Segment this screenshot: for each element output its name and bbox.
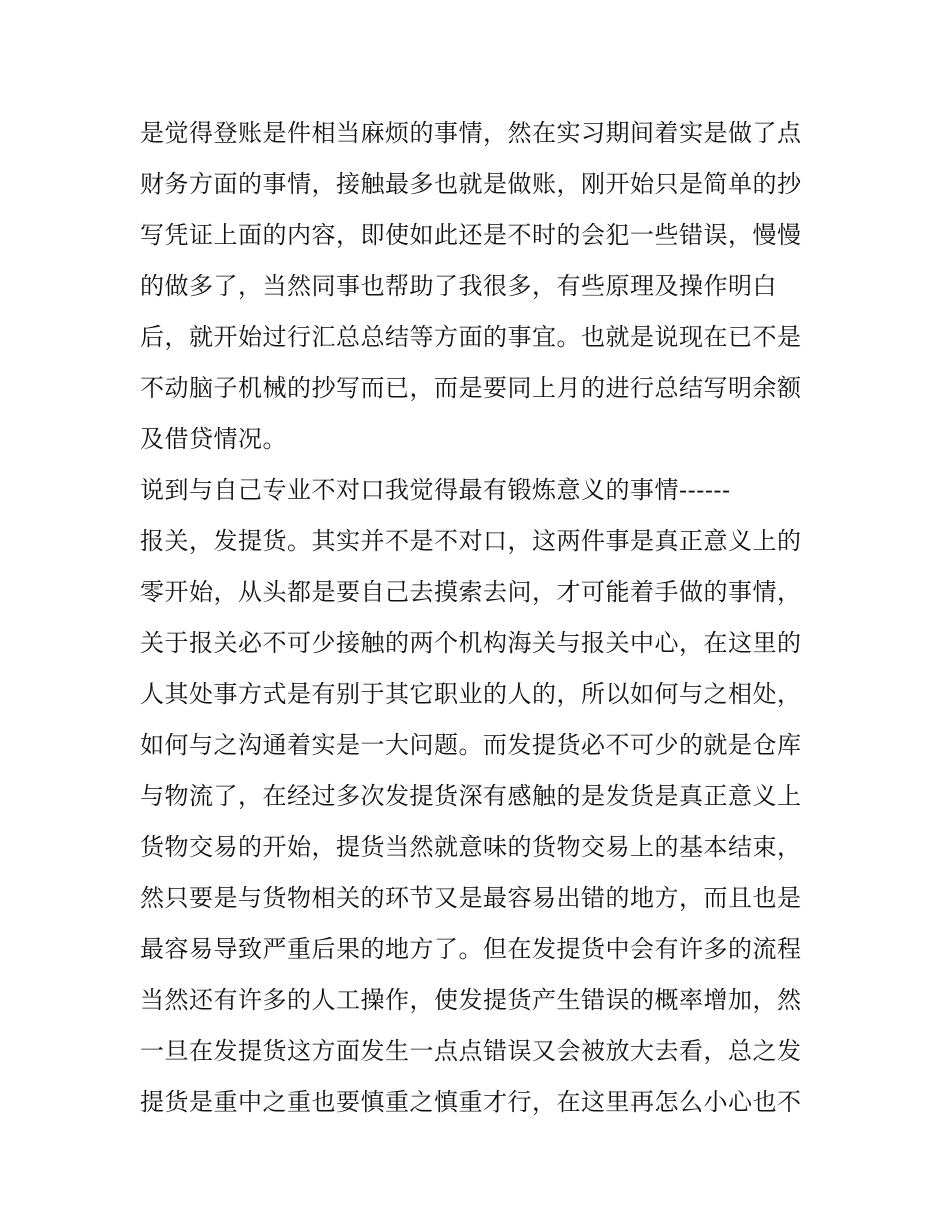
text-line: 一旦在发提货这方面发生一点点错误又会被放大去看，总之发 — [140, 1037, 802, 1065]
text-line: 如何与之沟通着实是一大问题。而发提货必不可少的就是仓库 — [140, 731, 802, 759]
text-line: 货物交易的开始，提货当然就意味的货物交易上的基本结束， — [140, 833, 802, 861]
text-line: 后，就开始过行汇总总结等方面的事宜。也就是说现在已不是 — [140, 323, 802, 351]
text-line: 零开始，从头都是要自己去摸索去问，才可能着手做的事情， — [140, 578, 802, 606]
text-line: 及借贷情况。 — [140, 425, 287, 453]
text-line: 不动脑子机械的抄写而已，而是要同上月的进行总结写明余额 — [140, 374, 802, 402]
text-line: 最容易导致严重后果的地方了。但在发提货中会有许多的流程 — [140, 935, 802, 963]
text-line: 报关，发提货。其实并不是不对口，这两件事是真正意义上的 — [140, 527, 802, 555]
text-line: 财务方面的事情，接触最多也就是做账，刚开始只是简单的抄 — [140, 170, 802, 198]
body-text — [140, 108, 830, 1128]
text-line: 然只要是与货物相关的环节又是最容易出错的地方，而且也是 — [140, 884, 802, 912]
text-line: 写凭证上面的内容，即使如此还是不时的会犯一些错误，慢慢 — [140, 221, 802, 249]
text-line: 提货是重中之重也要慎重之慎重才行，在这里再怎么小心也不 — [140, 1088, 802, 1116]
text-line: 说到与自己专业不对口我觉得最有锻炼意义的事情------ — [140, 476, 731, 504]
text-line: 与物流了，在经过多次发提货深有感触的是发货是真正意义上 — [140, 782, 802, 810]
text-line: 当然还有许多的人工操作，使发提货产生错误的概率增加，然 — [140, 986, 802, 1014]
text-line: 关于报关必不可少接触的两个机构海关与报关中心，在这里的 — [140, 629, 802, 657]
text-line: 是觉得登账是件相当麻烦的事情，然在实习期间着实是做了点 — [140, 119, 802, 147]
text-line: 人其处事方式是有别于其它职业的人的，所以如何与之相处， — [140, 680, 802, 708]
text-line: 的做多了，当然同事也帮助了我很多，有些原理及操作明白 — [140, 272, 777, 300]
